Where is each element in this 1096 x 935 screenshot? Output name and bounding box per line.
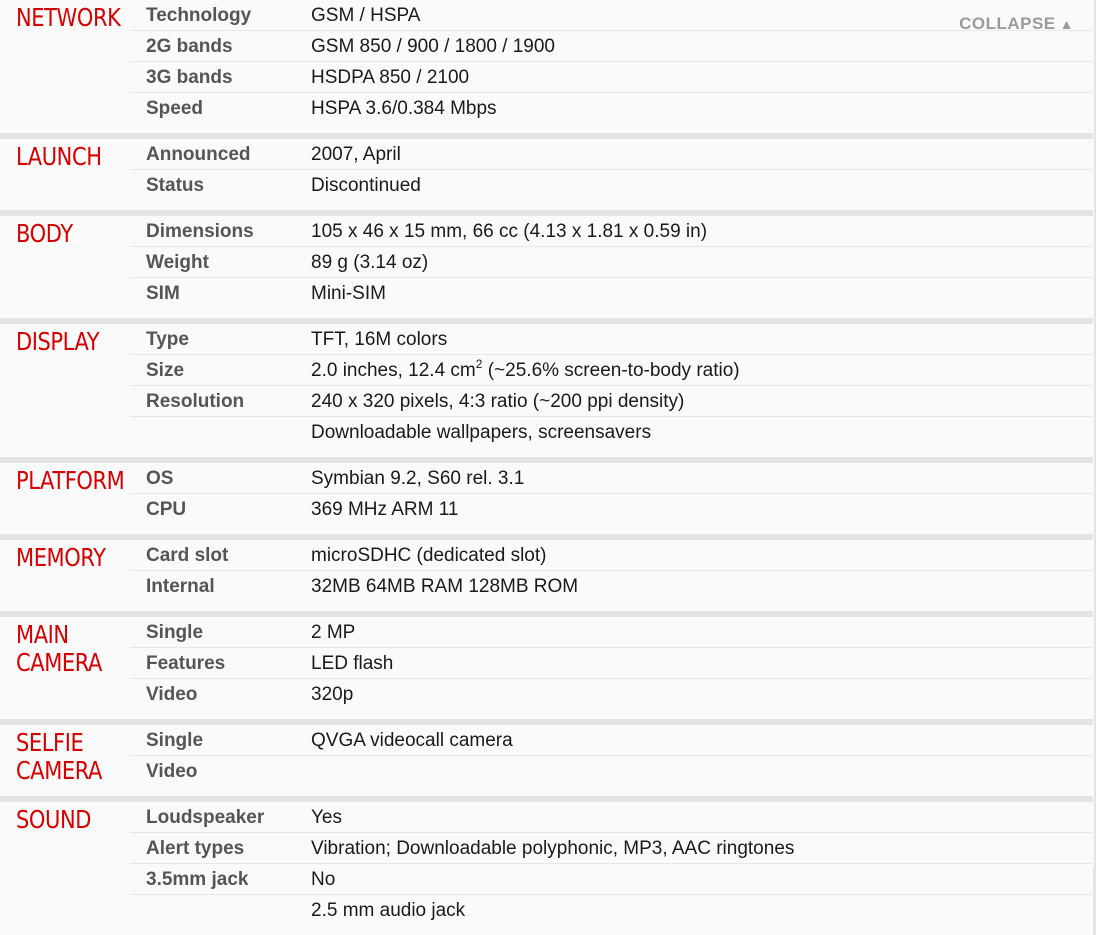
spec-section-display: [0, 324, 1093, 457]
section-title: [16, 621, 102, 677]
spec-value-text: microSDHC (dedicated slot): [311, 545, 547, 566]
spec-section-body: [0, 216, 1093, 318]
spec-row: [130, 93, 1093, 124]
spec-value-text: Discontinued: [311, 175, 421, 196]
section-title-line: BODY: [16, 219, 73, 248]
spec-label[interactable]: 2G bands: [146, 36, 233, 57]
spec-value: [311, 679, 353, 710]
spec-label[interactable]: Video: [146, 761, 198, 782]
spec-section-platform: [0, 463, 1093, 534]
spec-row: [130, 833, 1093, 864]
spec-value-text: 105 x 46 x 15 mm, 66 cc (4.13 x 1.81 x 0.59 in): [311, 221, 708, 242]
spec-value-text: HSDPA 850 / 2100: [311, 67, 470, 88]
spec-value-text-after: (~25.6% screen-to-body ratio): [482, 360, 740, 381]
spec-row: [130, 679, 1093, 710]
spec-label[interactable]: SIM: [146, 283, 180, 304]
spec-row: [130, 278, 1093, 309]
spec-value-text: 89 g (3.14 oz): [311, 252, 429, 273]
spec-value: [311, 895, 465, 926]
spec-value-text: GSM 850 / 900 / 1800 / 1900: [311, 36, 556, 57]
spec-row: [130, 540, 1093, 571]
spec-row: [130, 802, 1093, 833]
spec-value-text: 2.5 mm audio jack: [311, 900, 466, 921]
spec-value-superscript: 2: [475, 357, 483, 371]
spec-value-text: GSM / HSPA: [311, 5, 421, 26]
spec-value: [311, 417, 651, 448]
spec-value-text: No: [311, 869, 336, 890]
spec-row: [130, 725, 1093, 756]
spec-value: [311, 802, 342, 833]
section-title-line: LAUNCH: [16, 142, 102, 171]
spec-value: [311, 540, 546, 571]
spec-value-text: 2007, April: [311, 144, 401, 165]
section-title-line: NETWORK: [16, 3, 121, 32]
spec-label[interactable]: Loudspeaker: [146, 807, 265, 828]
spec-row: [130, 355, 1093, 386]
spec-label[interactable]: CPU: [146, 499, 187, 520]
spec-value: [311, 494, 458, 525]
spec-value-text: LED flash: [311, 653, 394, 674]
spec-value: [311, 170, 421, 201]
spec-value: [311, 0, 420, 31]
section-title: [16, 729, 102, 785]
spec-section-main-camera: [0, 617, 1093, 719]
spec-value: [311, 139, 401, 170]
section-title-line: CAMERA: [16, 756, 103, 785]
spec-value: [311, 278, 386, 309]
section-title-line: MAIN: [16, 620, 69, 649]
spec-label[interactable]: Card slot: [146, 545, 229, 566]
spec-value-text: Downloadable wallpapers, screensavers: [311, 422, 652, 443]
collapse-label: COLLAPSE: [959, 14, 1056, 33]
spec-label[interactable]: Features: [146, 653, 226, 674]
spec-value-text: Symbian 9.2, S60 rel. 3.1: [311, 468, 525, 489]
spec-row: [130, 324, 1093, 355]
spec-value-text: 320p: [311, 684, 354, 705]
spec-value-text: HSPA 3.6/0.384 Mbps: [311, 98, 497, 119]
spec-section-selfie-camera: [0, 725, 1093, 796]
spec-value: [311, 216, 707, 247]
spec-section-network: [0, 0, 1093, 133]
spec-row: [130, 139, 1093, 170]
section-title-line: PLATFORM: [16, 466, 125, 495]
spec-label[interactable]: 3.5mm jack: [146, 869, 249, 890]
spec-row: [130, 170, 1093, 201]
spec-value: [311, 833, 794, 864]
section-title-line: MEMORY: [16, 543, 106, 572]
collapse-button[interactable]: [959, 14, 1074, 34]
spec-label[interactable]: Speed: [146, 98, 204, 119]
spec-row: [130, 617, 1093, 648]
spec-label[interactable]: Internal: [146, 576, 215, 597]
spec-value-text: Vibration; Downloadable polyphonic, MP3, AAC ringtones: [311, 838, 795, 859]
section-title: [16, 220, 73, 248]
section-title: [16, 806, 91, 834]
spec-value: [311, 571, 578, 602]
spec-value: [311, 648, 393, 679]
spec-label[interactable]: Weight: [146, 252, 209, 273]
section-title-line: SELFIE: [16, 728, 84, 757]
spec-row: [130, 386, 1093, 417]
spec-label[interactable]: Single: [146, 622, 204, 643]
spec-row: [130, 648, 1093, 679]
spec-value: [311, 247, 428, 278]
spec-label[interactable]: Alert types: [146, 838, 245, 859]
spec-value: [311, 62, 469, 93]
spec-section-launch: [0, 139, 1093, 210]
section-title: [16, 143, 102, 171]
spec-label[interactable]: Announced: [146, 144, 251, 165]
spec-value: [311, 725, 513, 756]
spec-row: [130, 62, 1093, 93]
section-title-line: DISPLAY: [16, 327, 100, 356]
spec-label[interactable]: Dimensions: [146, 221, 254, 242]
spec-label[interactable]: Size: [146, 360, 185, 381]
spec-value: [311, 386, 684, 417]
spec-value: [311, 31, 555, 62]
spec-value-text: 2.0 inches, 12.4 cm: [311, 360, 476, 381]
spec-row: [130, 463, 1093, 494]
spec-value-text: QVGA videocall camera: [311, 730, 513, 751]
spec-row: [130, 0, 1093, 31]
section-title-line: CAMERA: [16, 648, 103, 677]
chevron-up-icon: ▲: [1059, 16, 1074, 32]
section-title: [16, 328, 99, 356]
spec-label[interactable]: Resolution: [146, 391, 245, 412]
spec-label[interactable]: Video: [146, 684, 198, 705]
spec-section-memory: [0, 540, 1093, 611]
spec-row: [130, 417, 1093, 448]
spec-row: [130, 756, 1093, 787]
spec-label[interactable]: Status: [146, 175, 205, 196]
spec-row: [130, 247, 1093, 278]
section-title-line: SOUND: [16, 805, 92, 834]
spec-value: [311, 617, 355, 648]
spec-value: [311, 93, 497, 124]
spec-value: [311, 355, 740, 386]
spec-row: [130, 494, 1093, 525]
spec-row: [130, 216, 1093, 247]
spec-label[interactable]: 3G bands: [146, 67, 233, 88]
spec-value: [311, 463, 524, 494]
spec-value-text: 369 MHz ARM 11: [311, 499, 459, 520]
spec-value-text: 32MB 64MB RAM 128MB ROM: [311, 576, 579, 597]
spec-label[interactable]: Technology: [146, 5, 252, 26]
spec-value-text: TFT, 16M colors: [311, 329, 448, 350]
spec-value-text: Mini-SIM: [311, 283, 386, 304]
spec-value: [311, 324, 447, 355]
spec-label[interactable]: OS: [146, 468, 174, 489]
spec-value-text: Yes: [311, 807, 342, 828]
spec-value-text: 240 x 320 pixels, 4:3 ratio (~200 ppi density): [311, 391, 685, 412]
section-title: [16, 544, 106, 572]
spec-row: [130, 895, 1093, 926]
section-title: [16, 4, 121, 32]
spec-value-text: 2 MP: [311, 622, 356, 643]
spec-row: [130, 571, 1093, 602]
spec-row: [130, 31, 1093, 62]
spec-label[interactable]: Single: [146, 730, 204, 751]
section-title: [16, 467, 124, 495]
spec-label[interactable]: Type: [146, 329, 189, 350]
